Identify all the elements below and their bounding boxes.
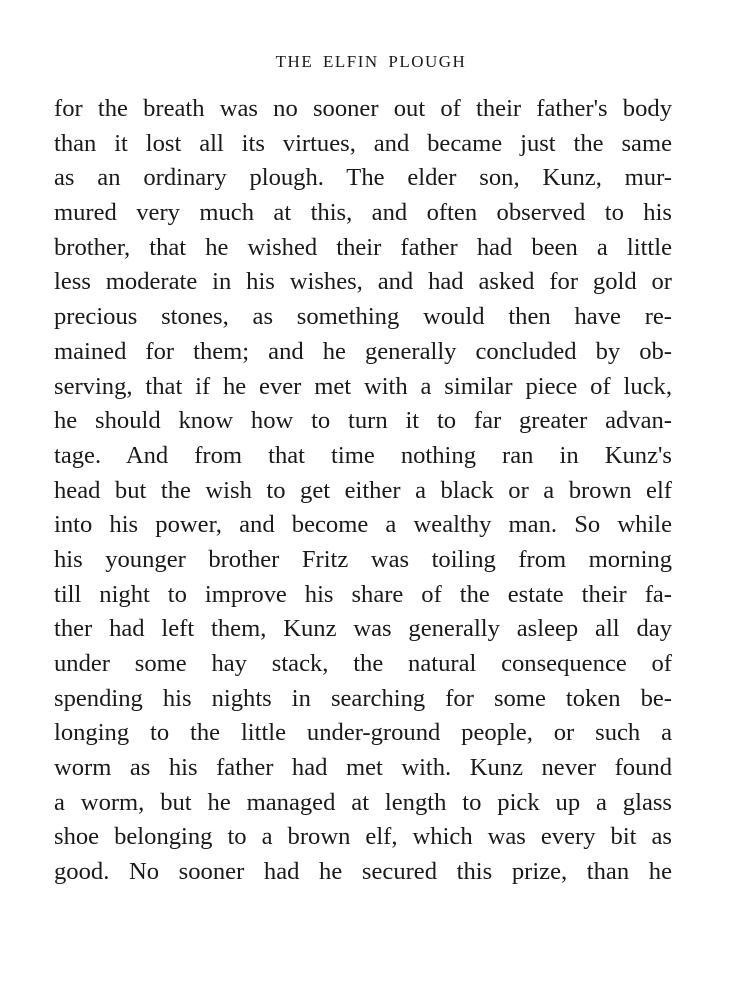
text-line: he should know how to turn it to far greater advan- xyxy=(54,407,672,435)
text-line: head but the wish to get either a black or a brown elf xyxy=(54,476,672,504)
text-line: serving, that if he ever met with a similar piece of luck, xyxy=(54,372,672,400)
text-line: good. No sooner had he secured this prize, than he xyxy=(54,858,672,886)
text-line: a worm, but he managed at length to pick up a glass xyxy=(54,788,672,816)
text-line: spending his nights in searching for some token be- xyxy=(54,684,672,712)
text-line: mained for them; and he generally concluded by ob- xyxy=(54,337,672,365)
text-line: worm as his father had met with. Kunz never found xyxy=(54,754,672,782)
text-line: tage. And from that time nothing ran in Kunz's xyxy=(54,441,672,469)
text-line: for the breath was no sooner out of their father's body xyxy=(54,95,672,122)
text-line: than it lost all its virtues, and became just the same xyxy=(54,129,672,157)
text-line: brother, that he wished their father had been a little xyxy=(54,233,672,261)
text-line: less moderate in his wishes, and had asked for gold or xyxy=(54,268,672,296)
text-line: as an ordinary plough. The elder son, Kunz, mur- xyxy=(54,164,672,192)
running-head: THE ELFIN PLOUGH xyxy=(275,52,467,71)
text-line: till night to improve his share of the estate their fa- xyxy=(54,580,672,608)
text-line: under some hay stack, the natural consequence of xyxy=(54,650,672,677)
text-line: ther had left them, Kunz was generally asleep all day xyxy=(54,615,672,643)
body-text xyxy=(54,92,672,890)
text-line: into his power, and become a wealthy man. So while xyxy=(54,511,672,539)
text-line: shoe belonging to a brown elf, which was every bit as xyxy=(54,823,672,851)
text-line: mured very much at this, and often observed to his xyxy=(54,199,672,227)
text-line: his younger brother Fritz was toiling from morning xyxy=(54,545,672,573)
text-line: longing to the little under-ground people, or such a xyxy=(54,719,672,747)
text-line: precious stones, as something would then have re- xyxy=(54,303,672,331)
